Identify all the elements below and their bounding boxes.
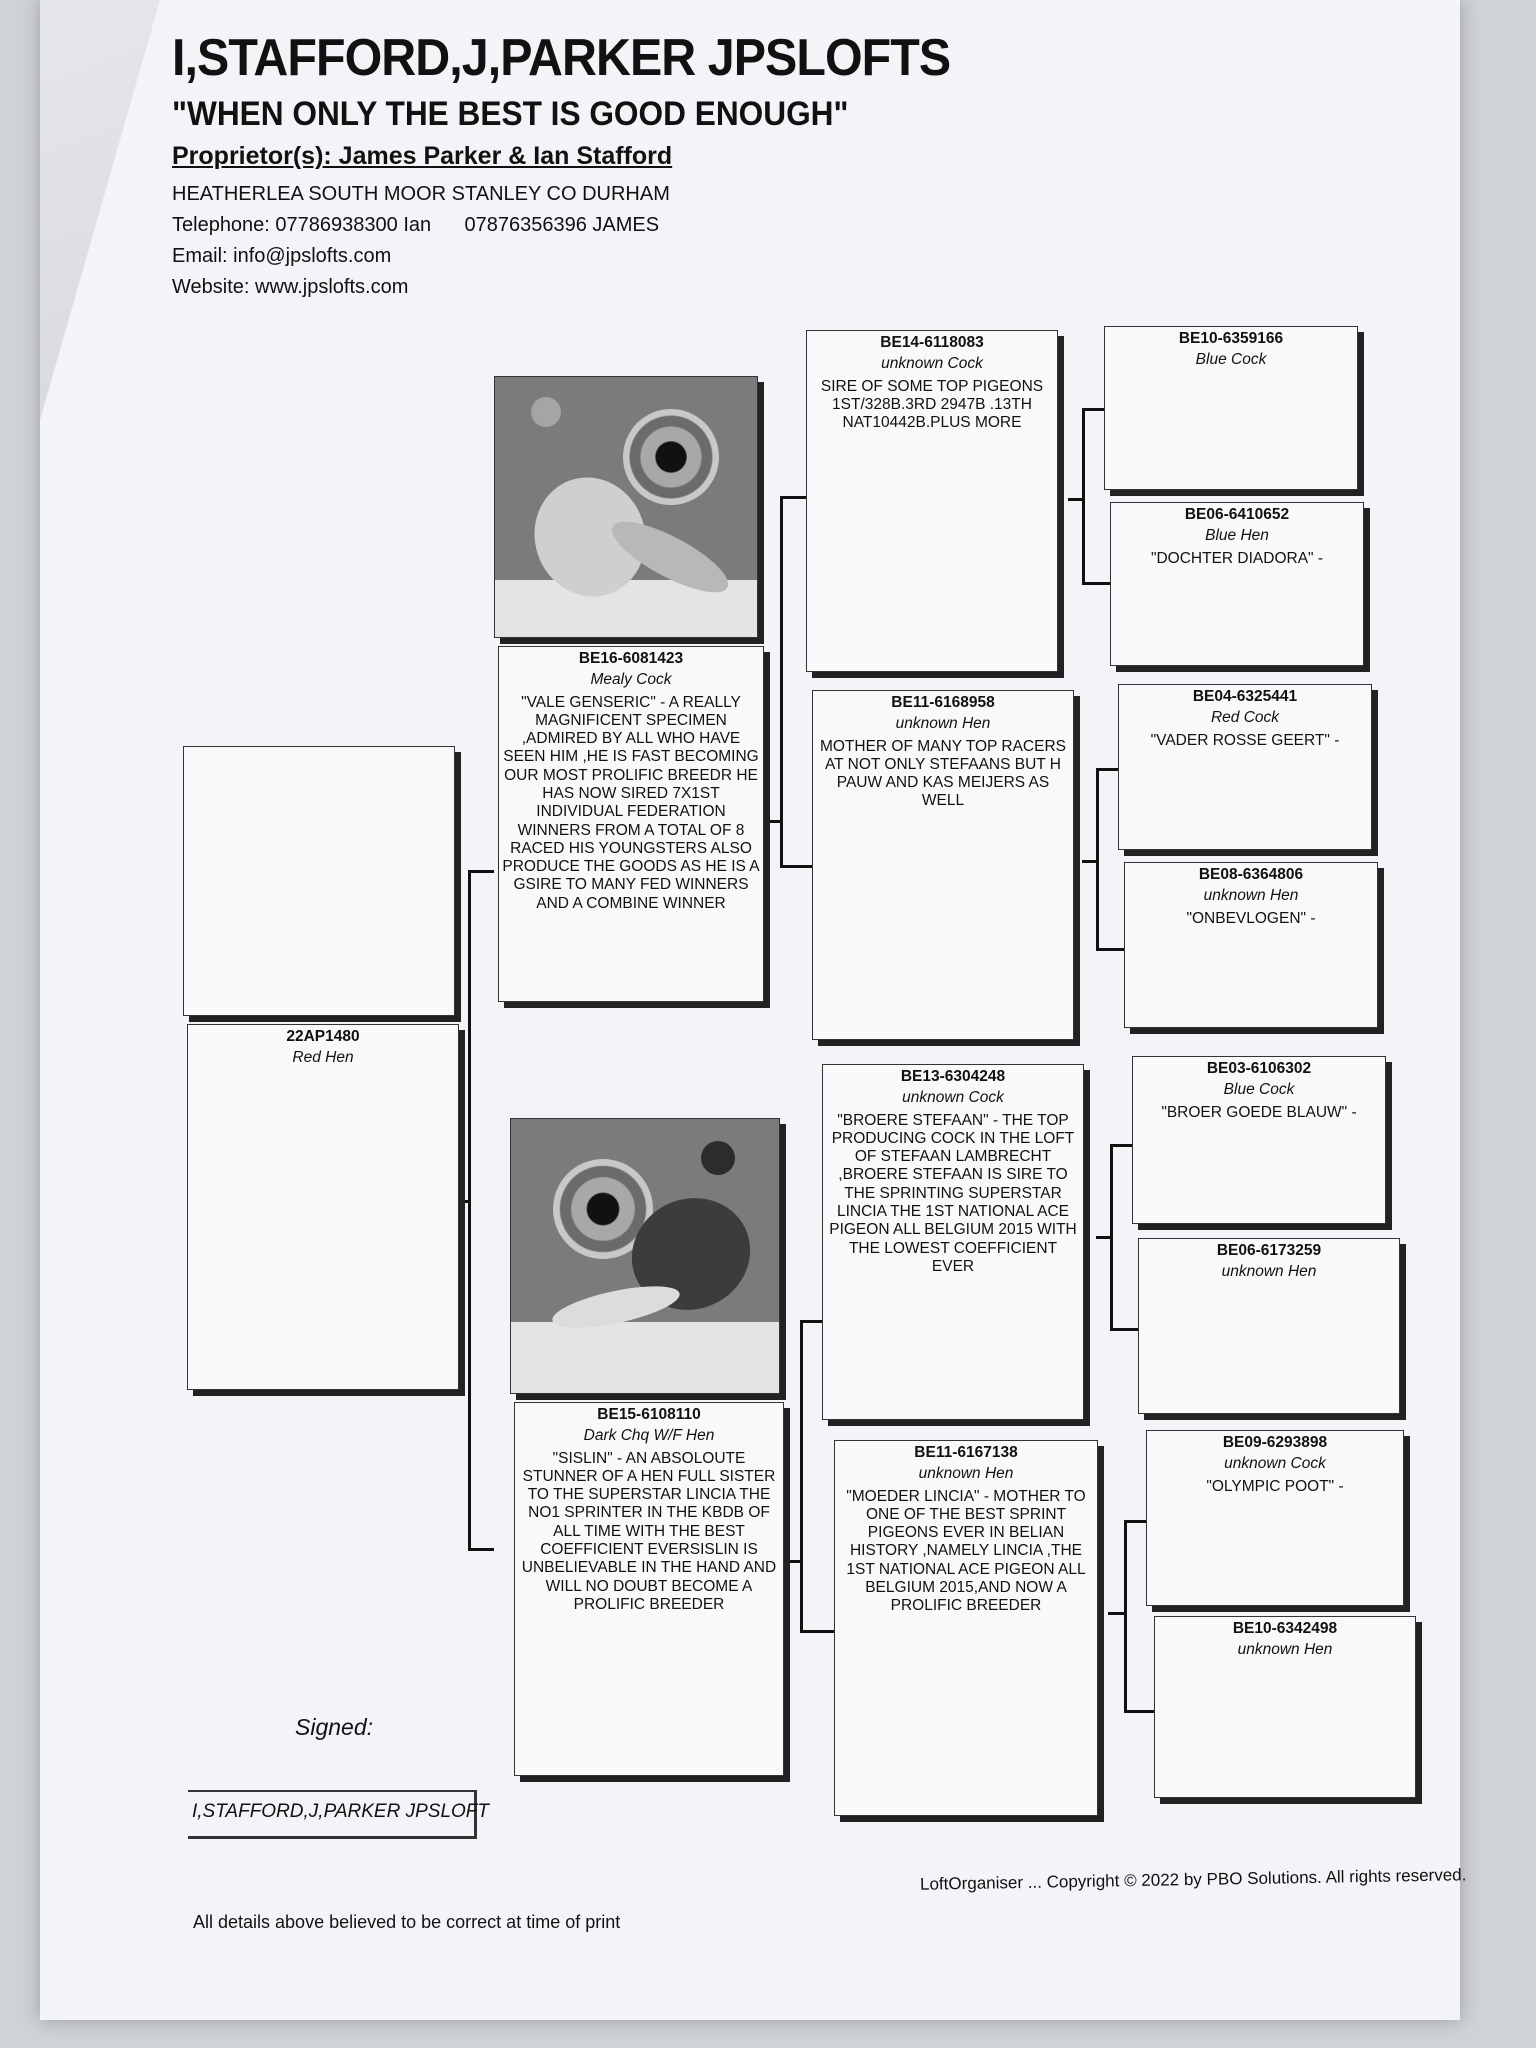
loft-motto: "WHEN ONLY THE BEST IS GOOD ENOUGH" <box>172 95 849 133</box>
connector-line <box>468 1548 494 1551</box>
subject-top-box <box>183 746 455 1016</box>
connector-line <box>1082 408 1104 411</box>
telephone: Telephone: 07786938300 Ian 07876356396 JAMES <box>172 214 660 236</box>
ssd-ring: BE06-6410652 <box>1184 506 1290 523</box>
signed-label: Signed: <box>295 1714 374 1740</box>
connector-line <box>1124 1520 1127 1712</box>
sds-box <box>1118 684 1372 850</box>
dds-desc: unknown Cock <box>1224 1455 1326 1473</box>
dam-dam-ring: BE11-6167138 <box>914 1444 1018 1461</box>
connector-line <box>1124 1520 1146 1523</box>
dam-dam-note: "MOEDER LINCIA" - MOTHER TO ONE OF THE BEST SPRINT PIGEONS EVER IN BELIAN HISTORY ,NAMELY LINCIA ,THE 1ST NATIONAL ACE PIGEON ALL BELGIUM 2015,AND NOW A PROLIFIC BREEDER <box>846 1487 1086 1615</box>
connector-line <box>1082 582 1110 585</box>
connector-line <box>468 870 494 873</box>
website: Website: www.jpslofts.com <box>172 276 409 298</box>
connector-line <box>1068 498 1084 501</box>
sire-sire-box <box>806 330 1058 672</box>
connector-line <box>1110 1328 1138 1331</box>
dam-box <box>514 1402 784 1776</box>
dam-dam-box <box>834 1440 1098 1816</box>
dds-note: "OLYMPIC POOT" - <box>1206 1477 1344 1495</box>
sire-ring: BE16-6081423 <box>578 650 684 667</box>
dam-note: "SISLIN" - AN ABSOLOUTE STUNNER OF A HEN FULL SISTER TO THE SUPERSTAR LINCIA THE NO1 SPRINTER IN THE KBDB OF ALL TIME WITH THE BEST COEFFICIENT EVERSISLIN IS UNBELIEVABLE IN THE HAND AND WILL NO DOUBT BECOME A PROLIFIC BREEDER <box>521 1449 777 1613</box>
sire-photo <box>494 376 758 638</box>
dam-ring: BE15-6108110 <box>597 1406 701 1423</box>
sss-desc: Blue Cock <box>1195 351 1267 369</box>
sds-desc: Red Cock <box>1210 709 1280 727</box>
connector-line <box>1110 1144 1132 1147</box>
sds-note: "VADER ROSSE GEERT" - <box>1150 731 1340 749</box>
connector-line <box>1108 1612 1126 1615</box>
sdd-ring: BE08-6364806 <box>1198 866 1304 883</box>
sire-dam-note: MOTHER OF MANY TOP RACERS AT NOT ONLY STEFAANS BUT H PAUW AND KAS MEIJERS AS WELL <box>819 737 1067 810</box>
ddd-ring: BE10-6342498 <box>1232 1620 1338 1637</box>
ssd-desc: Blue Hen <box>1205 527 1269 545</box>
pigeon-head <box>701 1141 735 1175</box>
sss-box <box>1104 326 1358 490</box>
sire-sire-ring: BE14-6118083 <box>880 334 984 351</box>
pigeon-head <box>531 397 561 427</box>
sire-dam-desc: unknown Hen <box>895 715 991 733</box>
dds-ring: BE09-6293898 <box>1222 1434 1328 1451</box>
address: HEATHERLEA SOUTH MOOR STANLEY CO DURHAM <box>172 183 670 205</box>
dsd-ring: BE06-6173259 <box>1216 1242 1322 1259</box>
connector-line <box>800 1320 803 1632</box>
dss-desc: Blue Cock <box>1223 1081 1295 1099</box>
dam-sire-desc: unknown Cock <box>902 1089 1004 1107</box>
sds-ring: BE04-6325441 <box>1192 688 1298 705</box>
ssd-box <box>1110 502 1364 666</box>
dsd-box <box>1138 1238 1400 1414</box>
connector-line <box>1096 768 1099 950</box>
connector-line <box>1124 1710 1154 1713</box>
sdd-box <box>1124 862 1378 1028</box>
email: Email: info@jpslofts.com <box>172 245 392 267</box>
sdd-note: "ONBEVLOGEN" - <box>1186 909 1316 927</box>
connector-line <box>1082 408 1085 584</box>
dss-ring: BE03-6106302 <box>1206 1060 1312 1077</box>
disclaimer: All details above believed to be correct at time of print <box>193 1912 621 1932</box>
dds-box <box>1146 1430 1404 1606</box>
eye-image <box>623 409 719 505</box>
loft-title: I,STAFFORD,J,PARKER JPSLOFTS <box>172 29 951 87</box>
ssd-note: "DOCHTER DIADORA" - <box>1150 549 1324 567</box>
sss-ring: BE10-6359166 <box>1178 330 1284 347</box>
signature-name: I,STAFFORD,J,PARKER JPSLOFT <box>192 1801 489 1822</box>
ddd-desc: unknown Hen <box>1237 1641 1333 1659</box>
dss-note: "BROER GOEDE BLAUW" - <box>1161 1103 1357 1121</box>
sire-sire-note: SIRE OF SOME TOP PIGEONS 1ST/328B.3RD 2947B .13TH NAT10442B.PLUS MORE <box>820 377 1044 432</box>
sdd-desc: unknown Hen <box>1203 887 1299 905</box>
dam-photo <box>510 1118 780 1394</box>
ddd-box <box>1154 1616 1416 1798</box>
subject-ring: 22AP1480 <box>286 1028 360 1045</box>
dam-sire-ring: BE13-6304248 <box>900 1068 1006 1085</box>
sire-dam-ring: BE11-6168958 <box>891 694 995 711</box>
connector-line <box>1096 768 1118 771</box>
connector-line <box>784 1560 802 1563</box>
connector-line <box>1082 860 1098 863</box>
dsd-desc: unknown Hen <box>1221 1263 1317 1281</box>
sire-dam-box <box>812 690 1074 1040</box>
sire-box <box>498 646 764 1002</box>
connector-line <box>800 1630 834 1633</box>
folded-corner <box>40 0 160 420</box>
connector-line <box>1096 948 1124 951</box>
connector-line <box>468 870 471 1550</box>
dam-desc: Dark Chq W/F Hen <box>583 1427 715 1445</box>
sire-sire-desc: unknown Cock <box>881 355 983 373</box>
connector-line <box>780 496 806 499</box>
dam-sire-note: "BROERE STEFAAN" - THE TOP PRODUCING COCK IN THE LOFT OF STEFAAN LAMBRECHT ,BROERE STEFAAN IS SIRE TO THE SPRINTING SUPERSTAR LINCIA THE 1ST NATIONAL ACE PIGEON ALL BELGIUM 2015 WITH THE LOWEST COEFFICIENT EVER <box>829 1111 1077 1275</box>
copyright: LoftOrganiser ... Copyright © 2022 by PBO Solutions. All rights reserved. <box>919 1865 1467 1894</box>
connector-line <box>780 865 816 868</box>
dam-dam-desc: unknown Hen <box>918 1465 1014 1483</box>
proprietors: Proprietor(s): James Parker & Ian Stafford <box>172 142 673 170</box>
subject-box <box>187 1024 459 1390</box>
sire-note: "VALE GENSERIC" - A REALLY MAGNIFICENT SPECIMEN ,ADMIRED BY ALL WHO HAVE SEEN HIM ,HE IS FAST BECOMING OUR MOST PROLIFIC BREEDR HE HAS NOW SIRED 7X1ST INDIVIDUAL FEDERATION WINNERS FROM A TOTAL OF 8 RACED HIS YOUNGSTERS ALSO PRODUCE THE GOODS AS HE IS A GSIRE TO MANY FED WINNERS AND A COMBINE WINNER <box>502 693 760 912</box>
connector-line <box>780 496 783 866</box>
sire-desc: Mealy Cock <box>590 671 672 689</box>
dam-sire-box <box>822 1064 1084 1420</box>
connector-line <box>1096 1236 1112 1239</box>
connector-line <box>770 820 782 823</box>
subject-desc: Red Hen <box>292 1049 354 1067</box>
dss-box <box>1132 1056 1386 1224</box>
